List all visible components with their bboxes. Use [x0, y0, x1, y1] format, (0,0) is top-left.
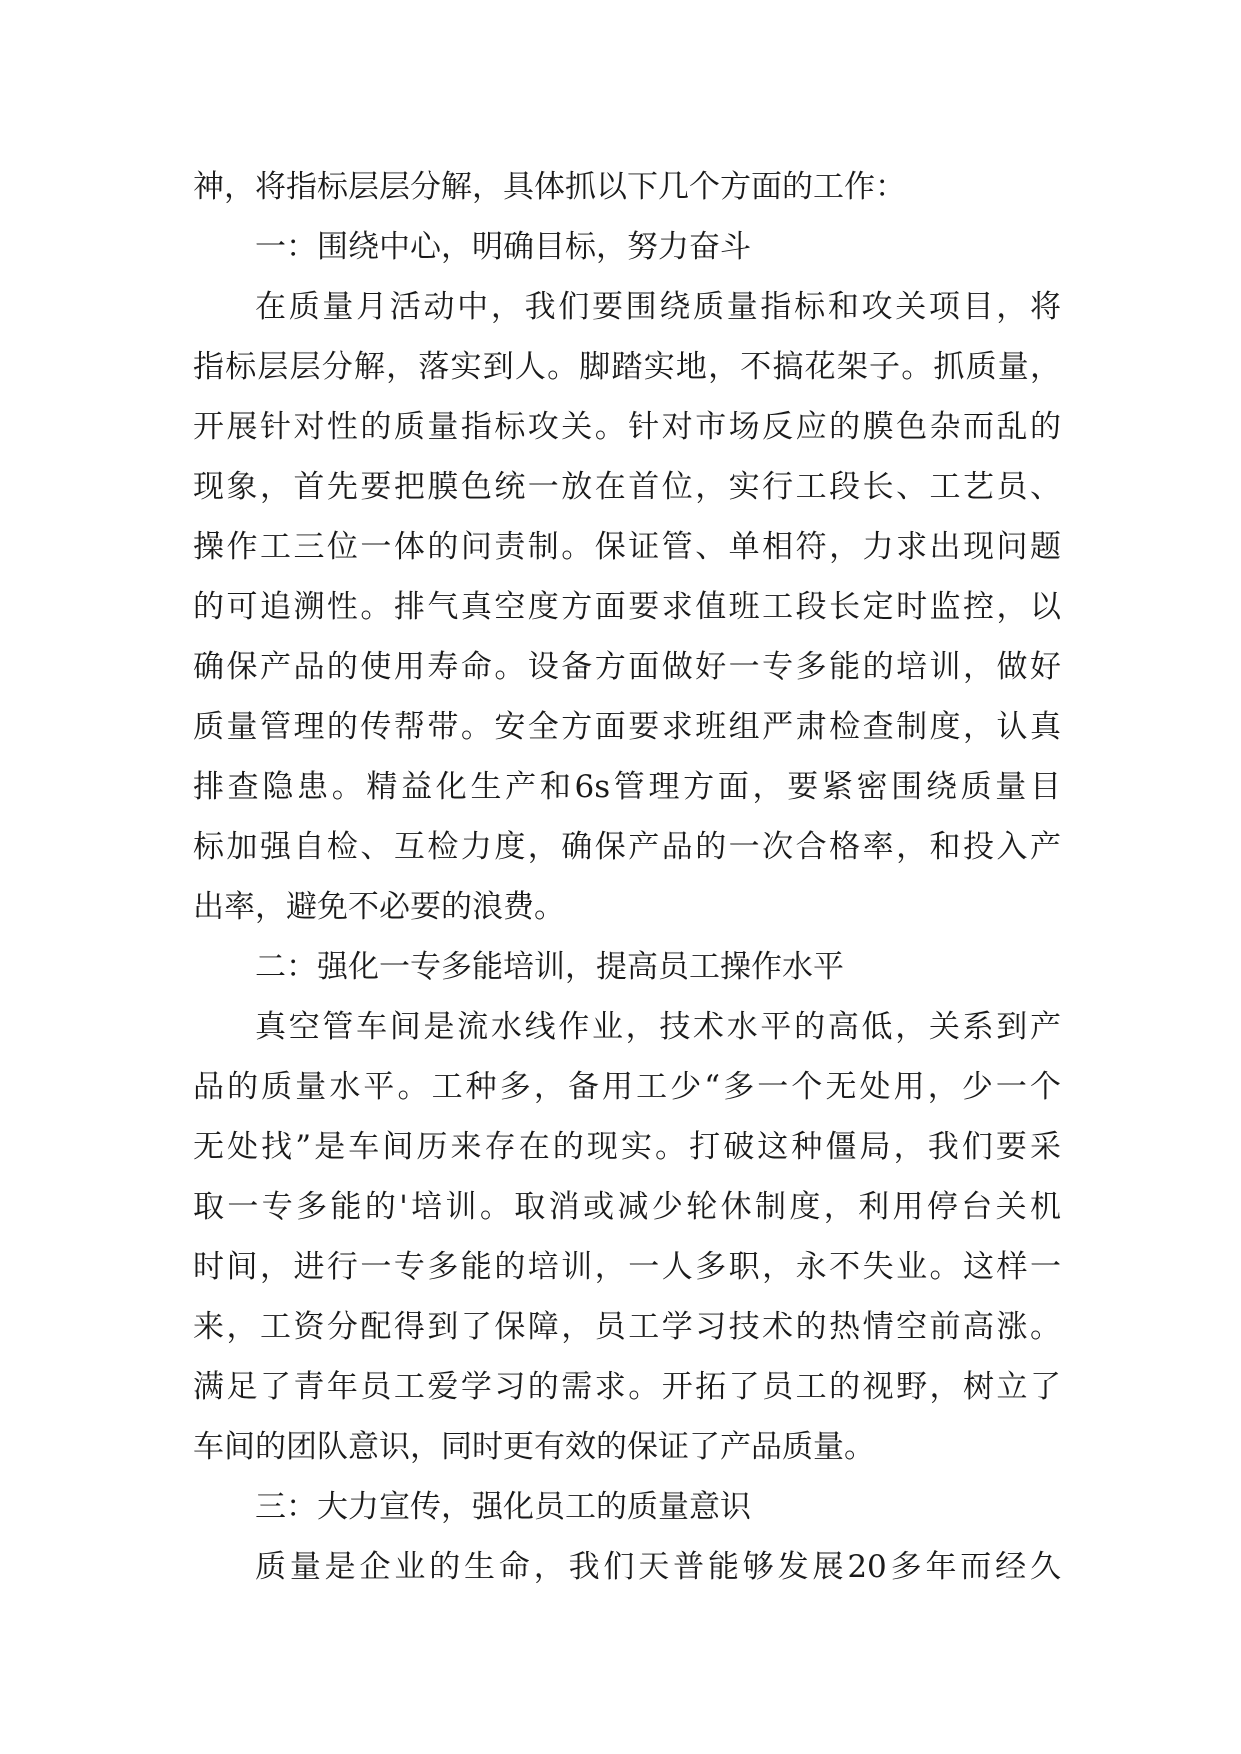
text-line: 真空管车间是流水线作业，技术水平的高低，关系到产 — [255, 1009, 1061, 1045]
text-line: 操作工三位一体的问责制。保证管、单相符，力求出现问题 — [193, 529, 1061, 565]
text-line: 现象，首先要把膜色统一放在首位，实行工段长、工艺员、 — [193, 469, 1061, 505]
text-line: 出率，避免不必要的浪费。 — [193, 889, 565, 925]
text-line: 开展针对性的质量指标攻关。针对市场反应的膜色杂而乱的 — [193, 409, 1061, 445]
text-line: 无处找”是车间历来存在的现实。打破这种僵局，我们要采 — [193, 1129, 1061, 1165]
text-line: 质量管理的传帮带。安全方面要求班组严肃检查制度，认真 — [193, 709, 1061, 745]
text-line: 神，将指标层层分解，具体抓以下几个方面的工作： — [193, 169, 906, 205]
text-line: 满足了青年员工爱学习的需求。开拓了员工的视野，树立了 — [193, 1369, 1061, 1405]
section-heading: 一：围绕中心，明确目标，努力奋斗 — [255, 229, 751, 265]
text-line: 来，工资分配得到了保障，员工学习技术的热情空前高涨。 — [193, 1309, 1061, 1345]
text-line: 指标层层分解，落实到人。脚踏实地，不搞花架子。抓质量， — [193, 349, 1061, 385]
text-line: 车间的团队意识，同时更有效的保证了产品质量。 — [193, 1429, 875, 1465]
text-line: 的可追溯性。排气真空度方面要求值班工段长定时监控，以 — [193, 589, 1061, 625]
text-line: 时间，进行一专多能的培训，一人多职，永不失业。这样一 — [193, 1249, 1061, 1285]
section-heading: 二：强化一专多能培训，提高员工操作水平 — [255, 949, 844, 985]
text-line: 标加强自检、互检力度，确保产品的一次合格率，和投入产 — [193, 829, 1061, 865]
text-line: 排查隐患。精益化生产和6s管理方面，要紧密围绕质量目 — [193, 769, 1061, 805]
text-line: 质量是企业的生命，我们天普能够发展20多年而经久 — [255, 1549, 1061, 1585]
section-heading: 三：大力宣传，强化员工的质量意识 — [255, 1489, 751, 1525]
text-line: 在质量月活动中，我们要围绕质量指标和攻关项目，将 — [255, 289, 1061, 325]
text-line: 确保产品的使用寿命。设备方面做好一专多能的培训，做好 — [193, 649, 1061, 685]
text-line: 取一专多能的'培训。取消或减少轮休制度，利用停台关机 — [193, 1189, 1061, 1225]
document-body — [193, 157, 1061, 1597]
text-line: 品的质量水平。工种多，备用工少“多一个无处用，少一个 — [193, 1069, 1061, 1105]
